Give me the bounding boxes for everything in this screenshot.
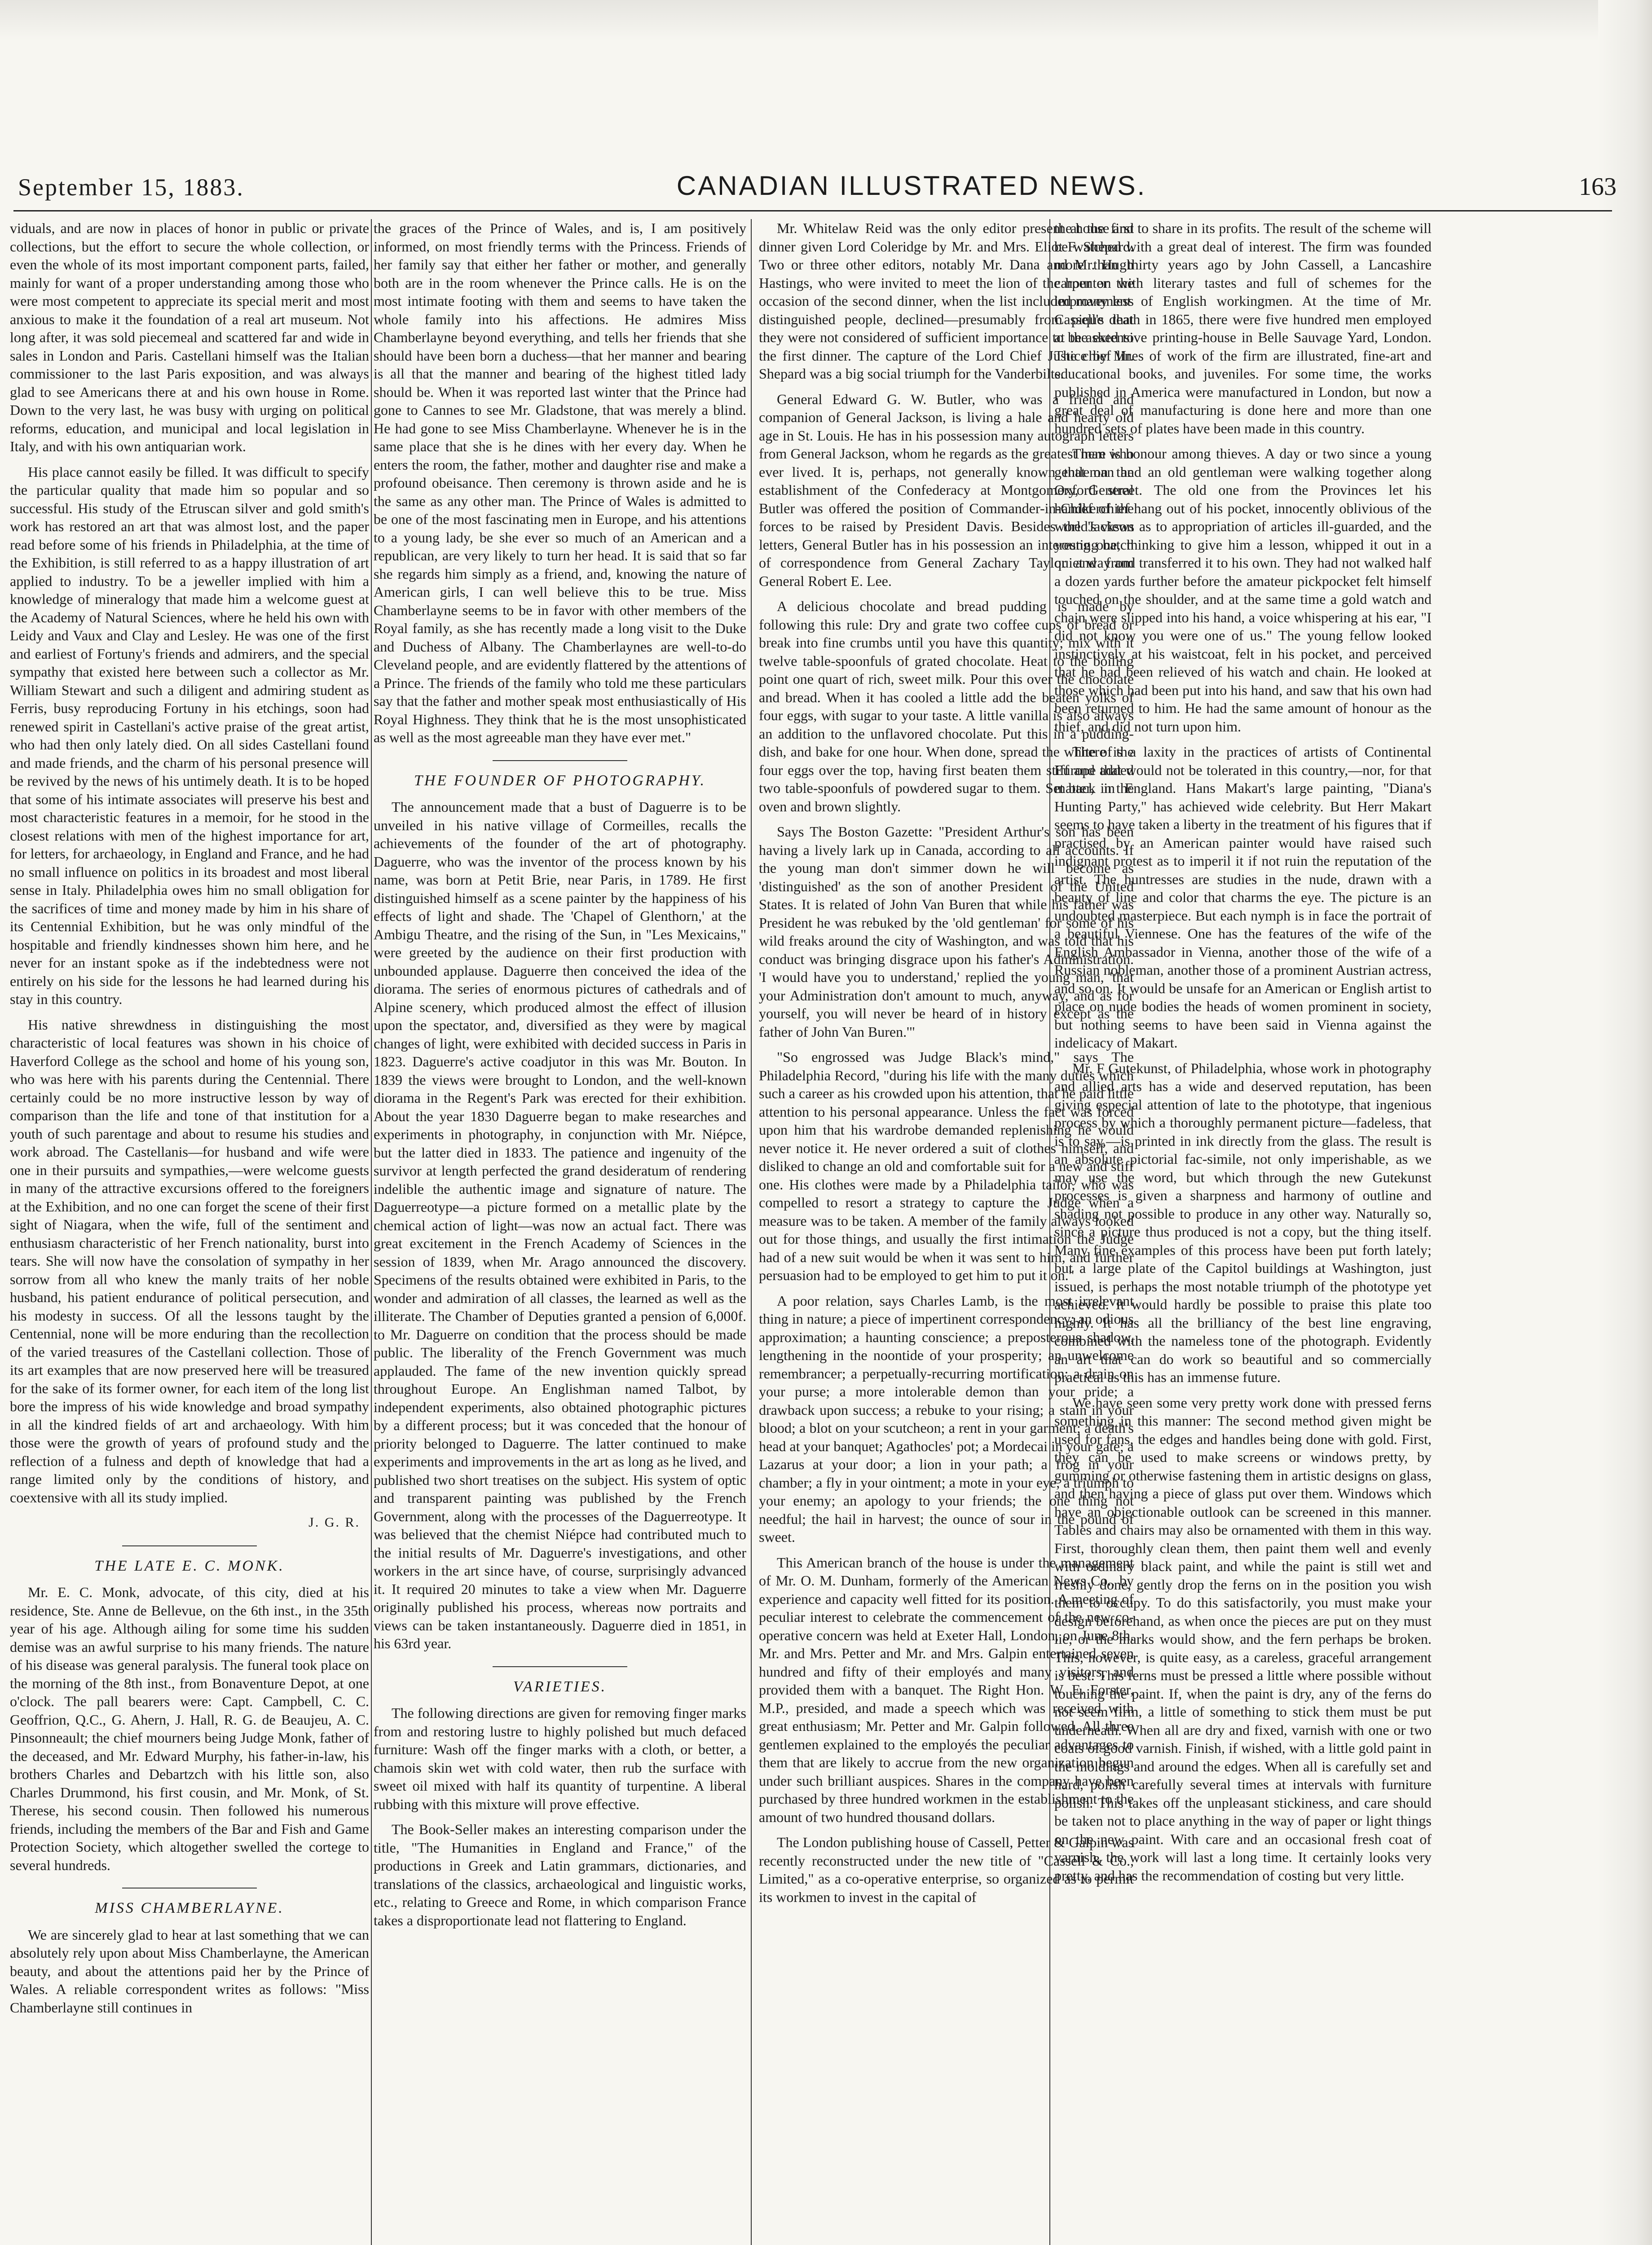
paragraph: General Edward G. W. Butler, who was a friend and companion of General Jackson, is living a hale and hearty old age in St. Louis. He has in his possession many autograph letters from General Jackson, whom he regards as the greatest man who ever lived. It is, perhaps, not generally known that on the establishment of the Confederacy at Montgomery, General Butler was offered the position of Commander-in-Chief of the forces to be raised by President Davis. Besides the Jackson letters, General Butler has in his possession an interesting batch of correspondence from General Zachary Taylor and from General Robert E. Lee.: [759, 391, 1134, 589]
page-header: [18, 165, 1617, 201]
paragraph: This American branch of the house is under the management of Mr. O. M. Dunham, formerly of the American News Co., by experience and capacity well fitted for its position. A meeting of peculiar interest to celebrate the commencement of the new co-operative concern was held at Exeter Hall, London, on June 8th. Mr. and Mrs. Petter and Mr. and Mrs. Galpin entertained seven hundred and fifty of their employés and many visitors, and provided them with a banquet. The Right Hon. W. E. Forster, M.P., presided, and made a speech which was received with great enthusiasm; Mr. Petter and Mr. Galpin followed. All three gentlemen explained to the employés the peculiar advantages to them that are likely to accrue from the new organization begun under such brilliant auspices. Shares in the company have been purchased by three hundred workmen in the establishment to the amount of two hundred thousand dollars.: [759, 1554, 1134, 1825]
article-heading: MISS CHAMBERLAYNE.: [95, 1900, 284, 1916]
section-separator: [493, 760, 627, 761]
page-number: 163: [1579, 173, 1617, 201]
paragraph: There is honour among thieves. A day or two since a young gentleman and an old gentleman were walking together along Oxford street. The old one from the Provinces let his handkerchief hang out of his pocket, innocently oblivious of the world's views as to appropriation of articles ill-guarded, and the young one, thinking to give him a lesson, whipped it out in a quiet way and transferred it to his own. They had not walked half a dozen yards further before the amateur pickpocket felt himself touched on the shoulder, and at the same time a gold watch and chain were slipped into his hand, a voice whispering at his ear, "I did not know you were one of us." The young fellow looked instinctively at his waistcoat, felt in his pocket, and perceived that he had been relieved of his watch and chain. He looked at those which had been put into his hand, and saw that his own had been returned to him. He had the same amount of honour as the thief, and did not turn upon him.: [1054, 445, 1432, 735]
paragraph: "So engrossed was Judge Black's mind," says The Philadelphia Record, "during his life with the many duties which such a career as his crowded upon his attention, that he paid little attention to his personal appearance. Unless the fact was forced upon him that his wardrobe demanded replenishing he would never notice it. He never ordered a suit of clothes himself, and disliked to change an old and comfortable suit for a new and stiff one. His clothes were made by a Philadelphia tailor, who was compelled to resort a strategy to capture the Judge when a measure was to be taken. A member of the family always looked out for those things, and usually the first intimation the Judge had of a new suit would be when it was sent to him, and further persuasion had to be employed to get him to put it on.": [759, 1049, 1134, 1283]
paragraph: the house and to share in its profits. The result of the scheme will be watched with a great deal of interest. The firm was founded more than thirty years ago by John Cassell, a Lancashire carpenter with literary tastes and full of schemes for the improvement of English workingmen. At the time of Mr. Cassell's death in 1865, there were five hundred men employed at the extensive printing-house in Belle Sauvage Yard, London. The chief lines of work of the firm are illustrated, fine-art and educational books, and juveniles. For some time, the works published in America were manufactured in London, but now a great deal of manufacturing is done here and more than one hundred sets of plates have been made in this country.: [1054, 220, 1432, 436]
paragraph: We are sincerely glad to hear at last something that we can absolutely rely upon about Miss Chamberlayne, the American beauty, and about the attentions paid her by the Prince of Wales. A reliable correspondent writes as follows: "Miss Chamberlayne still continues in: [10, 1926, 369, 2016]
column-4: [1054, 219, 1432, 2245]
issue-date: September 15, 1883.: [18, 174, 244, 201]
section-separator: [122, 1545, 257, 1546]
author-signature: J. G. R.: [308, 1515, 360, 1530]
column-2: [374, 219, 746, 2245]
paragraph: A poor relation, says Charles Lamb, is the most irrelevant thing in nature; a piece of impertinent correspondency; an odious approximation; a haunting conscience; a preposterous shadow, lengthening in the noontide of your prosperity; an unwelcome remembrancer; a perpetually-recurring mortification; a drain on your purse; a more intolerable demon than your pride; a drawback upon success; a rebuke to your rising; a stain in your blood; a blot on your scutcheon; a rent in your garment; a death's head at your banquet; Agathocles' pot; a Mordecai in your gate; a Lazarus at your door; a lion in your path; a frog in your chamber; a fly in your ointment; a mote in your eye, a triumph to your enemy; an apology to your friends; the one thing not needful; the hail in harvest; the ounce of sour in the pound of sweet.: [759, 1292, 1134, 1545]
section-separator: [493, 1666, 627, 1667]
paragraph: The announcement made that a bust of Daguerre is to be unveiled in his native village of Cormeilles, recalls the achievements of the founder of the art of photography. Daguerre, who was the inventor of the process known by his name, was born at Petit Brie, near Paris, in 1789. He first distinguished himself as a scene painter by the happiness of his effects of light and shade. The 'Chapel of Glenthorn,' at the Ambigu Theatre, and the rising of the Sun, in "Les Mexicains," were greeted by the audience on their first production with unbounded applause. Daguerre then conceived the idea of the diorama. The series of enormous pictures of cathedrals and of Alpine scenery, which produced almost the effect of illusion upon the spectator, and, diversified as they were by magical changes of light, were exhibited with decided success in Paris in 1823. Daguerre's active coadjutor in this was Mr. Bouton. In 1839 the views were brought to London, and the well-known diorama in the Regent's Park was erected for their exhibition. About the year 1830 Daguerre began to make researches and experiments in photography, in conjunction with Mr. Niépce, but the latter died in 1833. The patience and ingenuity of the survivor at length perfected the grand desideratum of rendering indelible the authentic image and signature of nature. The Daguerreotype—a picture formed on a metallic plate by the chemical action of light—was now an actual fact. There was great excitement in the French Academy of Sciences in the session of 1839, when Mr. Arago announced the discovery. Specimens of the results obtained were exhibited in Paris, to the wonder and admiration of all classes, the learned as well as the illiterate. The Chamber of Deputies granted a pension of 6,000f. to Mr. Daguerre on condition that the process should be made public. The liberality of the French Government was much applauded. The fame of the new invention quickly spread throughout Europe. An Englishman named Talbot, by independent experiments, also obtained photographic pictures by a different process; but it was conceded that the honour of priority belonged to Daguerre. The latter continued to make experiments and improvements in the art as long as he lived, and published two short treatises on the subject. His system of optic and transparent painting was published by the French Government, along with the processes of the Daguerreotype. It was believed that the chemist Niépce had contributed much to the initial results of Mr. Daguerre's investigations, and other workers in the art since have, of course, surprisingly advanced it. It required 20 minutes to take a view when Mr. Daguerre originally published his process, whereas now portraits and views can be taken instantaneously. Daguerre died in 1851, in his 63rd year.: [374, 799, 746, 1651]
paragraph: the graces of the Prince of Wales, and is, I am positively informed, on most friendly terms with the Princess. Friends of her family say that either her father or mother, and generally both are in the room whenever the Prince calls. He is on the most intimate footing with them and seems to have taken the whole family into his affections. He admires Miss Chamberlayne beyond everything, and tells her friends that she should have been born a duchess—that her manner and bearing is all that the manner and bearing of the highest titled lady should be. When it was reported last winter that the Prince had gone to Cannes to see Mr. Gladstone, that was merely a blind. He had gone to see Miss Chamberlayne. Whenever he is in the same place that she is he dines with her every day. When he enters the room, the father, mother and daughter rise and make a profound obeisance. Then ceremony is thrown aside and he is the same as any other man. The Prince of Wales is admitted to be one of the most fascinating men in Europe, and his attentions to a young lady, be she ever so much of an American and a republican, are very likely to turn her head. It is said that so far she regards him simply as a friend, and, knowing the nature of American girls, I can well believe this to be true. Miss Chamberlayne seems to be in favor with other members of the Royal family, as she has recently made a long visit to the Duke and Duchess of Albany. The Chamberlaynes are well-to-do Cleveland people, and are evidently flattered by the attentions of a Prince. The friends of the family who told me these particulars say that the father and mother speak most enthusiastically of His Royal Highness. They think that he is the most unsophisticated as well as the most agreeable man they have ever met.": [374, 220, 746, 745]
paragraph: Mr. F Gutekunst, of Philadelphia, whose work in photography and allied arts has a wide and deserved reputation, has been giving especial attention of late to the phototype, that ingenious process by which a thoroughly permanent picture—fadeless, that is to say,—is printed in ink directly from the glass. The result is an absolute pictorial fac-simile, not only imperishable, as we may use the word, but which through the new Gutekunst processes is given a sharpness and harmony of outline and shading not possible to produce in any other way. Naturally so, since a picture thus produced is not a copy, but the thing itself. Many fine examples of this process have been put forth lately; but a large plate of the Capitol buildings at Washington, just issued, is perhaps the most notable triumph of the phototype yet achieved. It would hardly be possible to praise this plate too highly. It has all the brilliancy of the best line engraving, combined with the nameless tone of the photograph. Evidently an art that can do work so beautiful and so commercially practical as this has an immense future.: [1054, 1060, 1432, 1385]
paragraph: Says The Boston Gazette: "President Arthur's son has been having a lively lark up in Canada, according to all accounts. If the young man don't simmer down he will become as 'distinguished' as the son of another President of the United States. It is related of John Van Buren that while his father was President he was rebuked by the 'old gentleman' for some of his wild freaks around the city of Washington, and was told that his conduct was bringing disgrace upon his father's Administration. 'I would have you to understand,' replied the young man, 'that your Administration don't amount to much, anyway, and as for yourself, you will never be heard of in history except as the father of John Van Buren.'": [759, 823, 1134, 1040]
paragraph: The Book-Seller makes an interesting comparison under the title, "The Humanities in England and France," of the productions in Greek and Latin grammars, dictionaries, and translations of the classics, archaeological and linguistic works, etc., relating to Greece and Rome, in which comparison France takes a disproportionate lead not flattering to England.: [374, 1821, 746, 1928]
publication-title: CANADIAN ILLUSTRATED NEWS.: [676, 171, 1147, 201]
paragraph: The London publishing house of Cassell, Petter & Galpin was recently reconstructed under the new title of "Cassell & Co., Limited," as a co-operative enterprise, so organized as to permit its workmen to invest in the capital of: [759, 1834, 1134, 1905]
header-rule: [13, 210, 1612, 211]
paragraph: viduals, and are now in places of honor in public or private collections, but the effort to secure the whole collection, or even the whole of its most important component parts, failed, mainly for want of a proper understanding among those who were most competent to appreciate its special merit and most anxious to make it the foundation of a real art museum. Not long after, it was sold piecemeal and scattered far and wide in sales in London and Paris. Castellani himself was the Italian commissioner to the last Paris exposition, and was always glad to see Americans there at and his own house in Rome. Down to the very last, he was busy with urging on political reforms, education, and municipal and local legislation in Italy, and with his own antiquarian work.: [10, 220, 369, 454]
paragraph: There is a laxity in the practices of artists of Continental Europe that would not be tolerated in this country,—nor, for that matter, in England. Hans Makart's large painting, "Diana's Hunting Party," has achieved wide celebrity. But Herr Makart seems to have taken a liberty in the treatment of his figures that if practised by an American painter would have raised such indignant protest as to imperil it if not ruin the reputation of the artist. The huntresses are studies in the nude, drawn with a beauty of line and color that charms the eye. The picture is an undoubted masterpiece. But each nymph is in face the portrait of a beautiful Viennese. One has the features of the wife of the English Ambassador in Vienna, another those of the wife of a Russian nobleman, another those of a prominent Austrian actress, and so on. It would be unsafe for an American or English artist to place on nude bodies the heads of women prominent in society, but nothing seems to have been said in Vienna against the indelicacy of Makart.: [1054, 744, 1432, 1051]
paragraph: His native shrewdness in distinguishing the most characteristic of local features was shown in his choice of Haverford College as the school and home of his young son, who was here with his parents during the Centennial. There certainly could be no more instructive lesson by way of comparison than the life and tone of that institution for a youth of such parentage and about to resume his studies and work abroad. The Castellanis—for husband and wife were one in their pursuits and sympathies,—were welcome guests in many of the attractive excursions offered to the foreigners at the Exhibition, and no one can forget the scene of their first sight of Niagara, when the wife, full of the sentiment and enthusiasm characteristic of her French nationality, burst into tears. She will now have the consolation of sympathy in her sorrow from all who knew the manly traits of her noble husband, his patient endurance of political persecution, and his modesty in success. Of all the lessons taught by the Centennial, none will be more enduring than the recollection of the varied treasures of the Castellani collection. Those of its art examples that are now preserved here will be treasured for the sake of its former owner, for each item of the long list bore the impress of his wide knowledge and broad sympathy in all the kindred fields of art and archaeology. With him those were the growth of years of profound study and the reflection of a fulness and depth of knowledge that had a range limited only by the conditions of history, and coextensive with all its study implied.: [10, 1016, 369, 1505]
scan-right-edge: [1598, 0, 1652, 2245]
column-divider: [751, 219, 752, 2245]
paragraph: A delicious chocolate and bread pudding is made by following this rule: Dry and grate two coffee cups of bread or break into fine crumbs until you have this quantity; mix with it twelve table-spoonfuls of grated chocolate. Heat to the boiling point one quart of rich, sweet milk. Pour this over the chocolate and bread. When it has cooled a little add the beaten yolks of four eggs, with sugar to your taste. A little vanilla is also always an addition to the unflavored chocolate. Put this in a pudding-dish, and bake for one hour. When done, spread the white of the four eggs over the top, having first beaten them stiff and added two table-spoonfuls of powdered sugar to them. Set back in the oven and brown slightly.: [759, 598, 1134, 814]
article-heading: THE LATE E. C. MONK.: [94, 1557, 285, 1574]
column-1: [10, 219, 369, 2245]
article-heading: VARIETIES.: [513, 1678, 607, 1695]
paragraph: Mr. E. C. Monk, advocate, of this city, died at his residence, Ste. Anne de Bellevue, on the 6th inst., in the 35th year of his age. Although ailing for some time his sudden demise was an awful surprise to his many friends. The nature of his disease was general paralysis. The funeral took place on the morning of the 8th inst., from Bonaventure Depot, at one o'clock. The pall bearers were: Capt. Campbell, C. C. Geoffrion, Q.C., G. Ahern, J. Hall, R. G. de Beaujeu, A. C. Pinsonneault; the chief mourners being Judge Monk, father of the deceased, and Mr. Edward Murphy, his father-in-law, his brothers Charles and Debartzch with his little son, also Charles Drummond, his first cousin, and Mr. Monk, of St. Therese, his second cousin. Then followed his numerous friends, including the members of the Bar and Fish and Game Protection Society, which altogether swelled the cortege to several hundreds.: [10, 1584, 369, 1873]
scan-top-edge: [0, 0, 1652, 40]
column-divider: [371, 219, 372, 2245]
paragraph: His place cannot easily be filled. It was difficult to specify the particular quality that made him so popular and so successful. His study of the Etruscan silver and gold smith's work has restored an art that was almost lost, and the paper read before some of his friends in Philadelphia, at the time of the Exhibition, is still referred to as a happy illustration of art applied to industry. To be a jeweller implied with him a knowledge of mineralogy that made him a welcome guest at the Academy of Natural Sciences, where he held his own with Leidy and Vaux and Clay and Lesley. He was one of the first and earliest of Fortuny's friends and admirers, and the special sympathy that existed here between such a collector as Mr. William Stewart and such a diligent and admiring student as Ferris, busy reproducing Fortuny in his etchings, soon had renewed spirit in Castellani's active praise of the great artist, who had then only lately died. On all sides Castellani found and made friends, and the charm of his personal presence will be revived by the news of his untimely death. It is to be hoped that some of his intimate associates will preserve his best and most characteristic features in a memoir, for he stood in the closest relations with men of the highest importance for art, for letters, for archaeology, in England and France, and he had no small influence on politics in its broadest and most liberal sense in Italy. Philadelphia owes him no small obligation for the sacrifices of time and money made by him in his share of its Centennial Exhibition, but he was only mindful of the hospitable and friendly kindnesses shown him here, and he never for an instant spoke as if the indebtedness were not entirely on his side for the lessons he had learned during his stay in this country.: [10, 463, 369, 1007]
paragraph: The following directions are given for removing finger marks from and restoring lustre to highly polished but much defaced furniture: Wash off the finger marks with a cloth, or better, a chamois skin wet with cold water, then rub the surface with sweet oil mixed with half its quantity of turpentine. A liberal rubbing with this mixture will prove effective.: [374, 1705, 746, 1812]
paragraph: We have seen some very pretty work done with pressed ferns something in this manner: The second method given might be used for fans, the edges and handles being done with gold. First, they can be used to make screens or windows pretty, by gumming or otherwise fastening them in artistic designs on glass, and then having a piece of glass put over them. Windows which have an objectionable outlook can be screened in this manner. Tables and chairs may also be ornamented with them in this way. First, thoroughly clean them, then paint them well and evenly with ordinary black paint, and while the paint is still wet and freshly done, gently drop the ferns on in the position you wish them to occupy. To do this satisfactorily, you must make your design beforehand, as when once the pieces are put on they must lie, or the marks would show, and the fern perhaps be broken. This, however, is quite easy, as a careless, graceful arrangement is best. This ferns must be pressed a little where possible without touching the paint. If, when the paint is dry, any of the ferns do not seem firm, a little of something to stick them must be put underneath. When all are dry and fixed, varnish with one or two coats of good varnish. Finish, if wished, with a little gold paint in the moldings and around the edges. When all is carefully set and hard, polish carefully several times at intervals with furniture polish. This takes off the unpleasant stickiness, and care should be taken not to place anything in the way of paper or light things on the new paint. With care and an occasional fresh coat of varnish, the work will last a long time. It certainly looks very pretty, and has the recommendation of costing but very little.: [1054, 1394, 1432, 1884]
paragraph: Mr. Whitelaw Reid was the only editor present at the first dinner given Lord Coleridge by Mr. and Mrs. Eliot F. Shepard. Two or three other editors, notably Mr. Dana and Mr. Hugh Hastings, who were invited to meet the lion of the hour on the occasion of the second dinner, when the list included many less distinguished people, declined—presumably from pique that they were not considered of sufficient importance to be asked to the first dinner. The capture of the Lord Chief Justice by Mr. Shepard was a big social triumph for the Vanderbilts.: [759, 220, 1134, 382]
article-heading: THE FOUNDER OF PHOTOGRAPHY.: [414, 772, 706, 789]
